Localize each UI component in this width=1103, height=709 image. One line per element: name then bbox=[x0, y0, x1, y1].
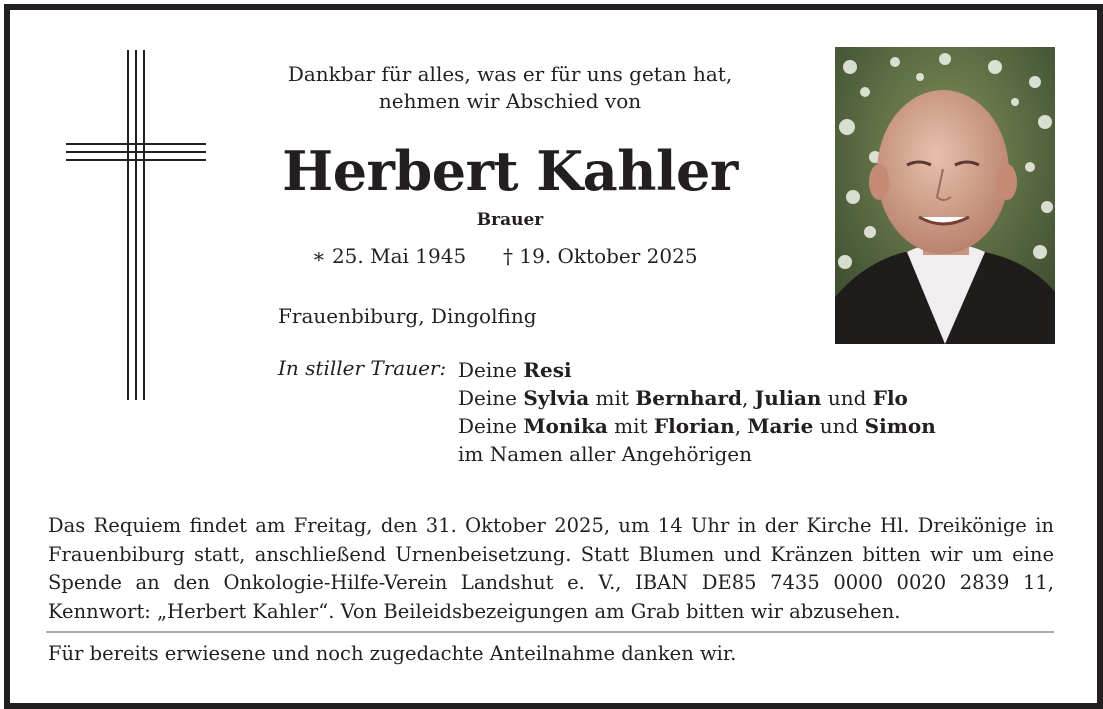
mourner-line bbox=[458, 440, 936, 468]
mourner-name: Monika bbox=[523, 414, 608, 438]
mourner-name: Resi bbox=[523, 358, 572, 382]
birth-symbol: ∗ bbox=[312, 244, 326, 268]
mourner-text: und bbox=[813, 414, 865, 438]
notice-text: Das Requiem findet am Freitag, den 31. Oktober 2025, um 14 Uhr in der Kirche Hl. Dreikönige in Frauenbiburg statt, anschließend Urnenbeisetzung. Statt Blumen und Kränzen bitten wir um eine Spende an den Onkologie-Hilfe-Verein Landshut e. V., IBAN DE85 7435 0000 0020 2839 11, Kennwort: „Herbert Kahler“. Von Beileidsbezeigungen am Grab bitten wir abzusehen. bbox=[48, 514, 1054, 623]
mourner-text: mit bbox=[589, 386, 636, 410]
mourner-name: Flo bbox=[872, 386, 908, 410]
mourner-line bbox=[458, 356, 936, 384]
mourner-text: mit bbox=[607, 414, 654, 438]
place: Frauenbiburg, Dingolfing bbox=[278, 304, 537, 328]
mourner-name: Marie bbox=[747, 414, 814, 438]
mourning-label: In stiller Trauer: bbox=[278, 356, 447, 380]
mourner-text: Deine bbox=[458, 414, 524, 438]
mourners-list bbox=[458, 356, 936, 468]
portrait-photo bbox=[835, 47, 1055, 344]
death-info bbox=[503, 244, 698, 268]
thanks-text: Für bereits erwiesene und noch zugedachte Anteilnahme danken wir. bbox=[48, 642, 737, 665]
cross-icon bbox=[66, 50, 206, 400]
intro-line-2: nehmen wir Abschied von bbox=[378, 89, 642, 113]
mourner-text: , bbox=[742, 386, 755, 410]
occupation: Brauer bbox=[476, 210, 544, 230]
mourner-text: Deine bbox=[458, 386, 524, 410]
divider bbox=[46, 631, 1054, 633]
birth-date: 25. Mai 1945 bbox=[331, 244, 467, 268]
mourner-text: und bbox=[821, 386, 873, 410]
mourner-text: , bbox=[734, 414, 748, 438]
mourner-line bbox=[458, 384, 936, 412]
intro-line-1: Dankbar für alles, was er für uns getan hat, bbox=[287, 62, 733, 86]
death-date: 19. Oktober 2025 bbox=[519, 244, 698, 268]
mourner-name: Simon bbox=[864, 414, 936, 438]
mourner-text: im Namen aller Angehörigen bbox=[458, 442, 753, 466]
birth-info bbox=[312, 244, 466, 268]
death-symbol: † bbox=[503, 244, 513, 268]
mourner-name: Julian bbox=[754, 386, 822, 410]
mourner-text: Deine bbox=[458, 358, 524, 382]
mourner-name: Sylvia bbox=[523, 386, 590, 410]
mourner-name: Bernhard bbox=[635, 386, 743, 410]
mourner-name: Florian bbox=[653, 414, 735, 438]
deceased-name: Herbert Kahler bbox=[282, 139, 738, 203]
mourner-line bbox=[458, 412, 936, 440]
